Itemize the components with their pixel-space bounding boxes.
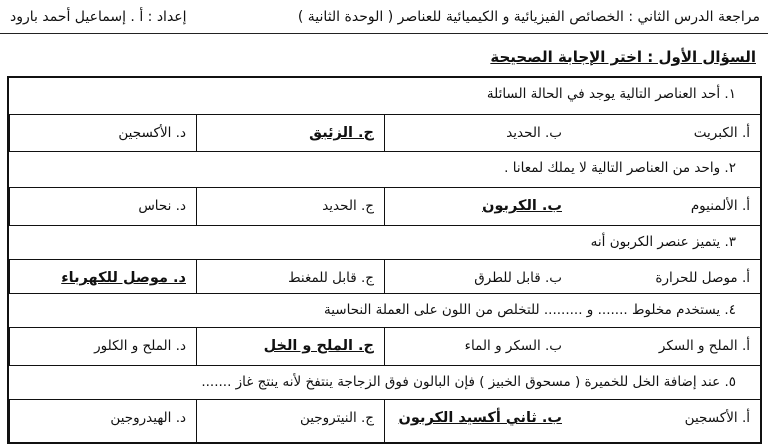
option-d[interactable]: د. نحاس <box>9 188 196 225</box>
question-text: ١. أحد العناصر التالية يوجد في الحالة السائلة <box>486 86 736 102</box>
options-row <box>9 260 760 294</box>
question-row <box>9 366 760 400</box>
option-d[interactable]: د. الهيدروجين <box>9 400 196 442</box>
option-b[interactable]: ب. الحديد <box>384 115 572 151</box>
question-text: ٥. عند إضافة الخل للخميرة ( مسحوق الخبيز ) فإن البالون فوق الزجاجة ينتفخ لأنه ينتج غاز ....... <box>201 374 736 390</box>
option-b[interactable]: ب. ثاني أكسيد الكربون <box>384 400 572 442</box>
option-a[interactable]: أ. موصل للحرارة <box>655 270 750 286</box>
option-c[interactable]: ج. النيتروجين <box>196 400 384 442</box>
option-a[interactable]: أ. الكبريت <box>693 125 750 141</box>
option-c[interactable]: ج. الزئبق <box>196 115 384 151</box>
options-row <box>9 328 760 366</box>
option-c[interactable]: ج. قابل للمغنط <box>196 260 384 293</box>
option-d[interactable]: د. الأكسجين <box>9 115 196 151</box>
option-d[interactable]: د. الملح و الكلور <box>9 328 196 365</box>
question-row <box>9 226 760 260</box>
author-credit: إعداد : أ . إسماعيل أحمد بارود <box>10 9 187 25</box>
option-b[interactable]: ب. السكر و الماء <box>384 328 572 365</box>
question-row <box>9 152 760 188</box>
question-text: ٣. يتميز عنصر الكربون أنه <box>590 234 736 250</box>
option-a[interactable]: أ. الأكسجين <box>684 410 750 426</box>
questions-table <box>7 76 762 444</box>
option-b[interactable]: ب. قابل للطرق <box>384 260 572 293</box>
options-row <box>9 115 760 152</box>
page-header <box>0 0 768 34</box>
section-title: السؤال الأول : اختر الإجابة الصحيحة <box>490 48 756 66</box>
option-d[interactable]: د. موصل للكهرباء <box>9 260 196 293</box>
option-a[interactable]: أ. الملح و السكر <box>658 338 750 354</box>
question-row <box>9 78 760 115</box>
question-text: ٢. واحد من العناصر التالية لا يملك لمعانا . <box>504 160 736 176</box>
question-text: ٤. يستخدم مخلوط ....... و ......... للتخلص من اللون على العملة النحاسية <box>323 302 736 318</box>
question-row <box>9 294 760 328</box>
lesson-title: مراجعة الدرس الثاني : الخصائص الفيزيائية و الكيميائية للعناصر ( الوحدة الثانية ) <box>297 9 760 25</box>
options-row <box>9 188 760 226</box>
option-a[interactable]: أ. الألمنيوم <box>690 198 750 214</box>
option-c[interactable]: ج. الملح و الخل <box>196 328 384 365</box>
option-b[interactable]: ب. الكربون <box>384 188 572 225</box>
options-row <box>9 400 760 442</box>
option-c[interactable]: ج. الحديد <box>196 188 384 225</box>
